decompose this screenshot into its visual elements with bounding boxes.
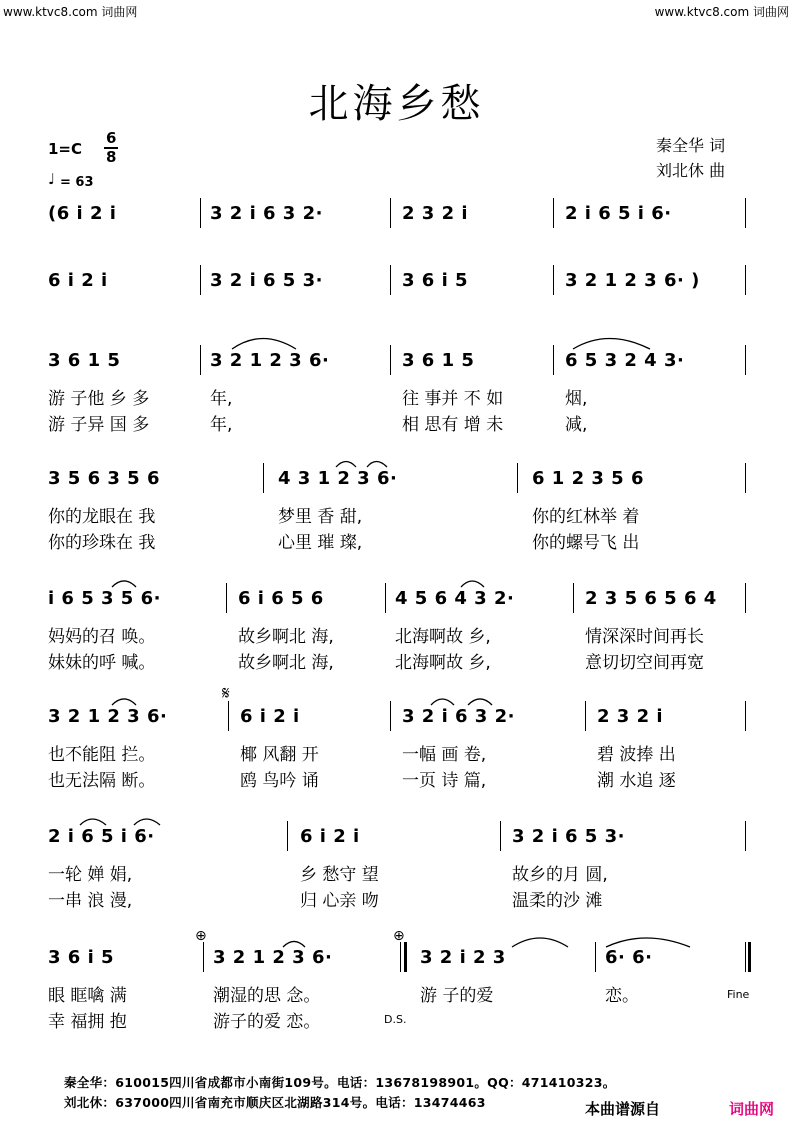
lyric-verse-2: 年, [210,415,233,435]
measure-notes: 3 2 i 6 3 2· [210,203,323,224]
lyric-verse-1: 一幅 画 卷, [402,745,487,765]
barline [745,701,746,731]
lyric-verse-1: 游 子他 乡 多 [48,389,150,409]
lyric-verse-2: 也无法隔 断。 [48,771,156,791]
measure-notes: 3 2 i 6 5 3· [210,270,323,291]
measure-notes: 6 i 6 5 6 [238,588,324,609]
lyric-verse-1: 碧 波捧 出 [597,745,676,765]
lyric-verse-2: 游 子异 国 多 [48,415,150,435]
coda-icon: ⊕ [393,928,405,944]
measure-notes: 6 5 3 2 4 3· [565,350,685,371]
barline [390,265,391,295]
measure-notes: 3 6 i 5 [402,270,469,291]
lyric-verse-1: 情深深时间再长 [585,627,704,647]
lyric-verse-2: 故乡啊北 海, [238,653,334,673]
lyric-verse-1: 潮湿的思 念。 [213,986,321,1006]
measure-notes: 2 3 5 6 5 6 4 [585,588,717,609]
lyric-verse-1: 你的龙眼在 我 [48,507,156,527]
barline [228,701,229,731]
lyric-verse-2: 一页 诗 篇, [402,771,487,791]
barline [745,345,746,375]
time-signature-numerator: 6 [106,129,117,147]
barline [517,463,518,493]
barline [553,198,554,228]
measure-notes: 6 i 2 i [48,270,108,291]
brand-logo: 词曲网 [729,1100,775,1118]
lyric-verse-1: 椰 风翻 开 [240,745,319,765]
barline [287,821,288,851]
lyric-verse-2: 北海啊故 乡, [395,653,491,673]
lyric-verse-2: 妹妹的呼 喊。 [48,653,156,673]
composer-credit: 刘北休 曲 [656,161,726,180]
lyric-verse-2: 意切切空间再宽 [585,653,704,673]
lyric-verse-1: 妈妈的召 唤。 [48,627,156,647]
site-watermark-right: www.ktvc8.com 词曲网 [654,5,789,19]
lyric-verse-1: 北海啊故 乡, [395,627,491,647]
barline [200,345,201,375]
measure-notes: 2 3 2 i [597,706,664,727]
barline [745,942,746,972]
measure-notes: 3 2 i 6 3 2· [402,706,515,727]
lyric-verse-1: 游 子的爱 [420,986,494,1006]
barline [595,942,596,972]
barline [745,583,746,613]
barline [390,701,391,731]
footer-contact-composer: 刘北休：637000四川省南充市顺庆区北湖路314号。电话：13474463 [64,1095,486,1110]
lyric-verse-2: 你的螺号飞 出 [532,533,640,553]
tempo: = 63 [60,175,94,190]
lyricist-credit: 秦全华 词 [656,136,726,155]
time-signature-denominator: 8 [106,148,117,166]
measure-notes: 3 2 i 2 3 [420,947,506,968]
measure-notes: 3 5 6 3 5 6 [48,468,160,489]
measure-notes: 3 2 1 2 3 6· [48,706,168,727]
measure-notes: 3 2 1 2 3 6· [210,350,330,371]
lyric-verse-1: 往 事并 不 如 [402,389,504,409]
lyric-verse-2: 归 心亲 吻 [300,891,379,911]
measure-notes: 6 1 2 3 5 6 [532,468,644,489]
barline [553,345,554,375]
lyric-verse-1: 烟, [565,389,588,409]
lyric-verse-2: 鸥 鸟吟 诵 [240,771,319,791]
measure-notes: 6· 6· [605,947,653,968]
measure-notes: 2 3 2 i [402,203,469,224]
lyric-verse-1: 故乡啊北 海, [238,627,334,647]
ds-mark: D.S. [384,1013,407,1026]
lyric-verse-1: 乡 愁守 望 [300,865,379,885]
song-title: 北海乡愁 [308,81,485,127]
barline [553,265,554,295]
lyric-verse-2: 游子的爱 恋。 [213,1012,321,1032]
barline [390,345,391,375]
barline [748,942,751,972]
lyric-verse-1: 恋。 [605,986,639,1006]
barline [385,583,386,613]
site-watermark-left: www.ktvc8.com 词曲网 [3,5,138,19]
lyric-verse-1: 眼 眶噙 满 [48,986,127,1006]
segno-icon: 𝄋 [222,683,230,704]
coda-icon: ⊕ [195,928,207,944]
measure-notes: 2 i 6 5 i 6· [565,203,672,224]
barline [573,583,574,613]
measure-notes: i 6 5 3 5 6· [48,588,161,609]
lyric-verse-2: 一串 浪 漫, [48,891,133,911]
barline [404,942,407,972]
measure-notes: 3 6 1 5 [402,350,475,371]
barline [500,821,501,851]
measure-notes: 4 3 1 2 3 6· [278,468,398,489]
lyric-verse-1: 一轮 婵 娟, [48,865,133,885]
barline [263,463,264,493]
measure-notes: 3 2 1 2 3 6· ) [565,270,700,291]
barline [390,198,391,228]
barline [745,265,746,295]
lyric-verse-2: 潮 水追 逐 [597,771,676,791]
measure-notes: 6 i 2 i [240,706,300,727]
lyric-verse-2: 幸 福拥 抱 [48,1012,127,1032]
barline [745,821,746,851]
barline [400,942,401,972]
measure-notes: 4 5 6 4 3 2· [395,588,515,609]
lyric-verse-1: 故乡的月 圆, [512,865,608,885]
lyric-verse-1: 也不能阻 拦。 [48,745,156,765]
lyric-verse-2: 相 思有 增 未 [402,415,504,435]
barline [200,198,201,228]
barline [203,942,204,972]
barline [200,265,201,295]
footer-contact-lyricist: 秦全华：610015四川省成都市小南街109号。电话：13678198901。QQ：471410323。 [64,1075,616,1090]
measure-notes: 3 2 i 6 5 3· [512,826,625,847]
barline [226,583,227,613]
measure-notes: 3 6 i 5 [48,947,115,968]
brand-source-label: 本曲谱源自 [585,1100,661,1118]
measure-notes: 3 6 1 5 [48,350,121,371]
lyric-verse-2: 你的珍珠在 我 [48,533,156,553]
measure-notes: (6 i 2 i [48,203,117,224]
lyric-verse-2: 心里 璀 璨, [278,533,363,553]
lyric-verse-1: 你的红林举 着 [532,507,640,527]
measure-notes: 3 2 1 2 3 6· [213,947,333,968]
lyric-verse-2: 减, [565,415,588,435]
measure-notes: 6 i 2 i [300,826,360,847]
measure-notes: 2 i 6 5 i 6· [48,826,155,847]
fine-mark: Fine [727,988,750,1001]
key-signature: 1=C [48,140,83,158]
quarter-note-icon: ♩ [48,170,56,188]
barline [745,463,746,493]
lyric-verse-1: 梦里 香 甜, [278,507,363,527]
lyric-verse-1: 年, [210,389,233,409]
barline [585,701,586,731]
lyric-verse-2: 温柔的沙 滩 [512,891,603,911]
barline [745,198,746,228]
